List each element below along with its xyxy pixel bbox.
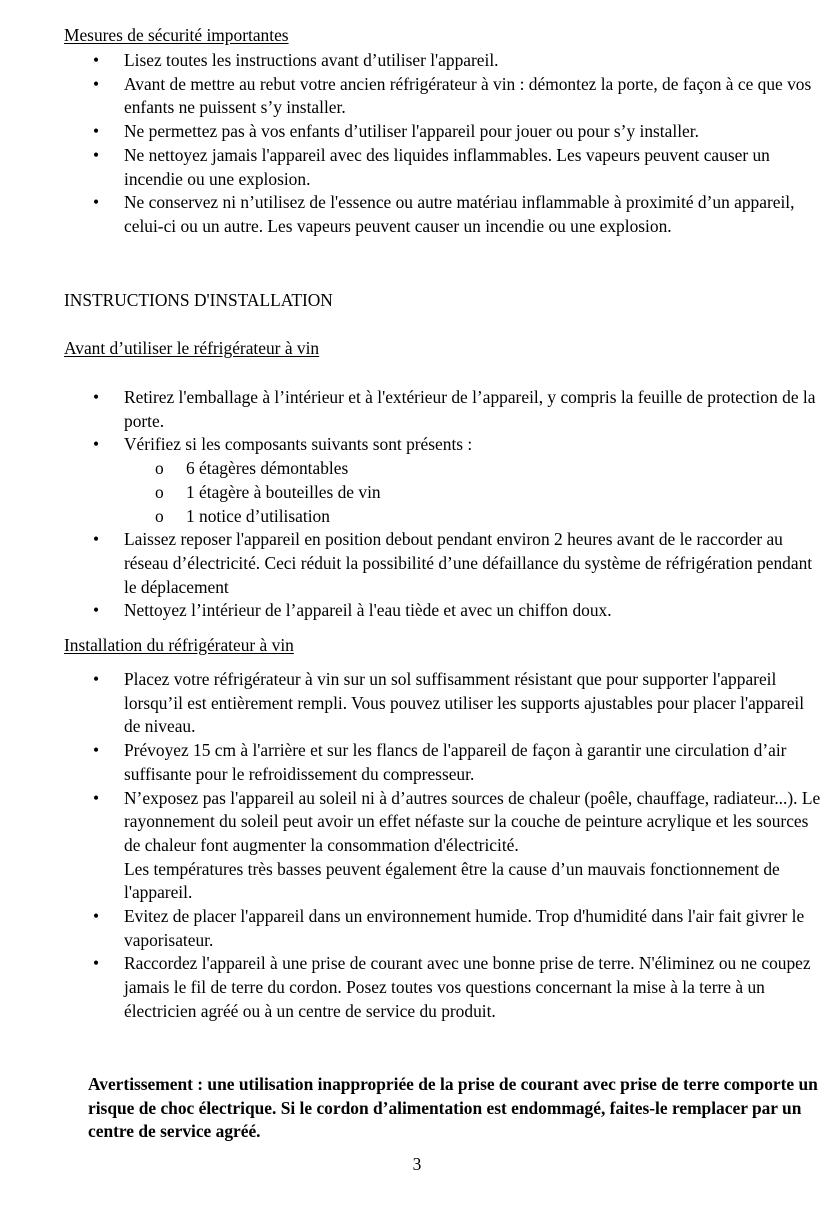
safety-heading: Mesures de sécurité importantes <box>64 25 289 45</box>
installation-list <box>64 668 824 1024</box>
list-item <box>64 787 824 906</box>
components-list <box>124 457 824 528</box>
page-number: 3 <box>412 1154 422 1174</box>
list-item: • Ne conservez ni n’utilisez de l'essence ou autre matériau inflammable à proximité d’un appareil, celui-ci ou un autre. Les vapeurs peuvent causer un incendie ou une explosion. <box>64 191 824 238</box>
safety-list <box>64 49 824 239</box>
list-item: • Evitez de placer l'appareil dans un environnement humide. Trop d'humidité dans l'air fait givrer le vaporisateur. <box>64 905 824 952</box>
list-item: • Retirez l'emballage à l’intérieur et à l'extérieur de l’appareil, y compris la feuille de protection de la porte. <box>64 386 824 433</box>
list-item: • Ne nettoyez jamais l'appareil avec des liquides inflammables. Les vapeurs peuvent causer un incendie ou une explosion. <box>64 144 824 191</box>
list-item: • Laissez reposer l'appareil en position debout pendant environ 2 heures avant de le raccorder au réseau d’électricité. Ceci réduit la possibilité d’une défaillance du système de réfrigération pendant le déplacement <box>64 528 824 599</box>
installation-heading: Installation du réfrigérateur à vin <box>64 635 294 655</box>
list-item: • Prévoyez 15 cm à l'arrière et sur les flancs de l'appareil de façon à garantir une circulation d’air suffisante pour le refroidissement du compresseur. <box>64 739 824 786</box>
list-item <box>64 433 824 528</box>
sun-exposure-text: • N’exposez pas l'appareil au soleil ni à d’autres sources de chaleur (poêle, chauffage, radiateur...). Le rayonnement du soleil peut avoir un effet néfaste sur la couche de peinture acrylique et les sources de chaleur font augmenter la consommation d'électricité. <box>124 787 821 855</box>
installation-title: INSTRUCTIONS D'INSTALLATION <box>64 290 333 310</box>
before-use-heading: Avant d’utiliser le réfrigérateur à vin <box>64 338 320 358</box>
sub-list-item: o 6 étagères démontables <box>64 457 824 481</box>
sub-list-item: o 1 notice d’utilisation <box>64 505 824 529</box>
low-temperature-note: Les températures très basses peuvent également être la cause d’un mauvais fonctionnement de l'appareil. <box>124 858 780 903</box>
before-use-list <box>64 386 824 623</box>
list-item: • Nettoyez l’intérieur de l’appareil à l'eau tiède et avec un chiffon doux. <box>64 599 824 623</box>
list-item: • Ne permettez pas à vos enfants d’utiliser l'appareil pour jouer ou pour s’y installer. <box>64 120 824 144</box>
list-item: • Placez votre réfrigérateur à vin sur un sol suffisamment résistant que pour supporter l'appareil lorsqu’il est entièrement rempli. Vous pouvez utiliser les supports ajustables pour placer l'appareil de niveau. <box>64 668 824 739</box>
components-intro: Vérifiez si les composants suivants sont présents : <box>124 434 473 455</box>
list-item: • Avant de mettre au rebut votre ancien réfrigérateur à vin : démontez la porte, de façon à ce que vos enfants ne puissent s’y installer. <box>64 73 824 120</box>
list-item: • Raccordez l'appareil à une prise de courant avec une bonne prise de terre. N'éliminez ou ne coupez jamais le fil de terre du cordon. Posez toutes vos questions concernant la mise à la terre à un électricien agréé ou à un centre de service du produit. <box>64 952 824 1023</box>
list-item: • Lisez toutes les instructions avant d’utiliser l'appareil. <box>64 49 824 73</box>
electrical-warning: Avertissement : une utilisation inappropriée de la prise de courant avec prise de terre comporte un risque de choc électrique. Si le cordon d’alimentation est endommagé, faites-le remplacer par un centre de service agréé. <box>88 1074 818 1142</box>
sub-list-item: o 1 étagère à bouteilles de vin <box>64 481 824 505</box>
